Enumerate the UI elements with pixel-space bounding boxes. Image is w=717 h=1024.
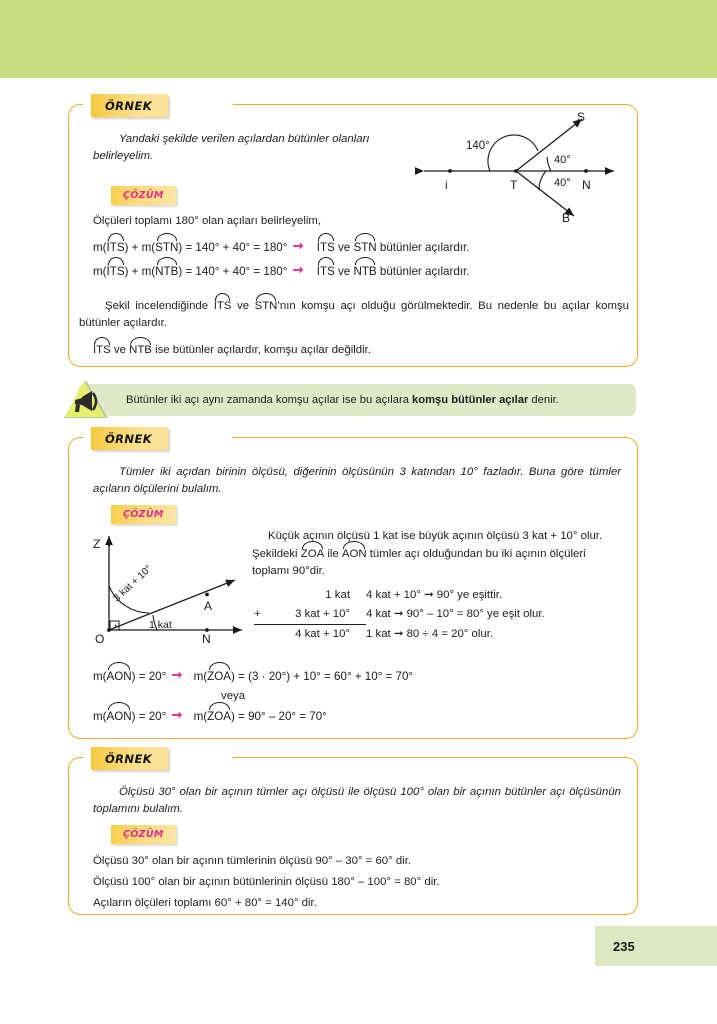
eq2-result-tail: bütünler açılardır. [376,265,470,278]
eq2-result-angle-2: NTB [353,261,376,282]
para-b-angle-2: NTB [129,341,152,359]
concl1-post-open: m( [193,670,208,683]
calc-note-2: 4 kat ➞ 90° – 10° = 80° ye eşit olur. [366,608,545,620]
concl2-arrow-icon: ➞ [171,707,183,722]
figure-1-label-40-upper: 40° [554,154,571,166]
example-1-angle-figure [414,109,629,224]
concl2-angle-zoa: ZOA [207,706,231,727]
eq1-result-angle-2: STN [353,237,376,258]
example-2-intro-line-2 [252,545,622,580]
concl1-post: ) = (3 · 20°) + 10° = 60° + 10° = 70° [231,670,414,683]
intro2-angle-aon: AON [342,545,367,563]
example-2-intro-line-1: Küçük açının ölçüsü 1 kat ise büyük açının ölçüsü 3 kat + 10° olur. [268,530,603,542]
page-number: 235 [613,938,635,954]
para-a-mid: ve [231,300,255,312]
example-2-conclusion-2 [93,706,327,727]
calc-term-2: 3 kat + 10° [254,605,366,625]
example-1-prompt: Yandaki şekilde verilen açılardan bütünler olanları belirleyelim. [93,133,370,162]
calc-sum: 4 kat + 10° [295,628,350,640]
example-3-line-3: Açıların ölçüleri toplamı 60° + 80° = 140° dir. [93,897,317,909]
eq1-tail: ) = 140° + 40° = 180° [178,241,288,254]
concl2-post: ) = 90° – 20° = 70° [231,710,327,723]
example-3-prompt: Ölçüsü 30° olan bir açının tümler açı ölçüsü ile ölçüsü 100° olan bir açının bütünler açı ölçüsünün toplamını bulalım. [93,786,621,815]
para-a-angle-2: STN [255,297,278,315]
calc-row-1 [254,586,545,605]
example-2-ornek-label: ÖRNEK [105,431,153,446]
top-header-band [0,0,717,78]
eq1-arrow-icon: ➞ [292,238,304,253]
figure-1-label-i: i [445,178,448,192]
example-2-veya-label: veya [221,690,246,702]
example-3-line-1: Ölçüsü 30° olan bir açının tümlerinin ölçüsü 90° – 30° = 60° dir. [93,855,412,867]
eq1-angle-1: İTS [107,237,125,258]
eq1-m-open: m( [93,241,107,254]
example-1-equation-2 [93,261,469,282]
example-2-ornek-tab [91,427,168,450]
figure-2-label-A: A [204,599,213,613]
calc-note-3: 1 kat ➞ 80 ÷ 4 = 20° olur. [366,628,494,640]
figure-2-svg [87,530,252,645]
megaphone-icon [62,378,110,422]
eq1-result-mid: ve [334,241,354,254]
example-1-cozum-tab [111,186,176,205]
concl1-angle-aon: AON [107,666,132,687]
eq1-m-mid: ) + m( [124,241,156,254]
concl1-arrow-icon: ➞ [171,667,183,682]
note-text-pre: Bütünler iki açı aynı zamanda komşu açılar ise bu açılara [126,394,413,406]
figure-1-label-40-lower: 40° [554,177,571,189]
figure-2-label-big-angle: 3 kat + 10° [111,563,155,605]
eq2-m-mid: ) + m( [124,265,156,278]
example-2-angle-figure [87,530,252,645]
note-text-bold: komşu bütünler açılar [412,394,529,406]
concl1-angle-zoa: ZOA [207,666,231,687]
example-2-calculation [254,586,545,644]
example-1-equation-1 [93,237,469,258]
note-band [78,384,636,416]
eq2-arrow-icon: ➞ [292,262,304,277]
concl1-m-open: m( [93,670,107,683]
note-text-post: denir. [528,394,559,406]
example-3-cozum-tab [111,825,176,844]
example-3-card [68,751,638,915]
eq2-angle-2: NTB [155,261,178,282]
example-1-ornek-tab [91,94,168,117]
eq2-tail: ) = 140° + 40° = 180° [178,265,288,278]
eq2-angle-1: İTS [107,261,125,282]
para-a-pre: Şekil incelendiğinde [105,300,214,312]
para-b-tail: ise bütünler açılardır, komşu açılar değildir. [151,344,371,356]
example-1-paragraph-b [93,341,613,359]
eq1-result-angle-1: İTS [317,237,335,258]
example-1-card [68,98,638,367]
calc-note-1: 4 kat + 10° ➞ 90° ye eşittir. [366,589,503,601]
intro2-angle-zoa: ZOA [301,545,324,563]
calc-row-2 [254,605,545,625]
figure-2-label-O: O [95,632,105,645]
intro2-tail: tümler açı olduğundan bu iki açının ölçüleri toplamı 90°dir. [252,548,586,577]
calc-plus-sign: + [254,608,261,620]
eq2-result-mid: ve [334,265,354,278]
page-number-box [595,926,717,966]
figure-2-label-small-angle: 1 kat [149,619,172,631]
example-2-conclusion-1 [93,666,413,687]
figure-1-label-T: T [510,178,518,192]
eq1-result-tail: bütünler açılardır. [376,241,470,254]
figure-2-label-Z: Z [93,537,101,551]
example-1-paragraph-a [79,297,629,332]
example-1-intro-line: Ölçüleri toplamı 180° olan açıları belirleyelim, [93,215,322,227]
example-2-cozum-tab [111,505,176,524]
concl1-mid: ) = 20° [131,670,167,683]
example-3-line-2: Ölçüsü 100° olan bir açının bütünlerinin ölçüsü 180° – 100° = 80° dir. [93,876,440,888]
concl2-m-open: m( [93,710,107,723]
concl2-mid: ) = 20° [131,710,167,723]
concl2-post-open: m( [193,710,208,723]
figure-1-label-140: 140° [466,140,490,152]
example-2-prompt: Tümler iki açıdan birinin ölçüsü, diğerinin ölçüsünün 3 katından 10° fazladır. Buna göre tümler açıların ölçülerini bulalım. [93,466,621,495]
figure-2-label-N: N [202,632,211,645]
eq2-result-angle-1: İTS [317,261,335,282]
para-b-angle-1: İTS [93,341,111,359]
example-3-cozum-label: ÇÖZÜM [123,829,164,840]
note-text [126,394,559,406]
example-3-ornek-label: ÖRNEK [105,751,153,766]
calc-term-1: 1 kat [325,589,350,601]
figure-1-label-N: N [582,178,591,192]
eq2-m-open: m( [93,265,107,278]
para-a-angle-1: İTS [214,297,232,315]
example-1-ornek-label: ÖRNEK [105,98,153,113]
figure-1-label-B: B [562,211,571,224]
intro2-mid: ile [324,548,342,560]
para-b-mid: ve [110,344,130,356]
calc-row-3 [254,625,545,644]
example-2-card [68,431,638,739]
concl2-angle-aon: AON [107,706,132,727]
para-a-tail: ’nın komşu açı olduğu görülmektedir. Bu nedenle bu açılar komşu bütünler açılardır. [79,300,629,329]
example-1-cozum-label: ÇÖZÜM [123,190,164,201]
example-3-ornek-tab [91,747,168,770]
intro2-pre: Şekildeki [252,548,301,560]
figure-1-svg [414,109,629,224]
figure-1-label-S: S [577,110,586,124]
example-2-cozum-label: ÇÖZÜM [123,509,164,520]
eq1-angle-2: STN [155,237,178,258]
